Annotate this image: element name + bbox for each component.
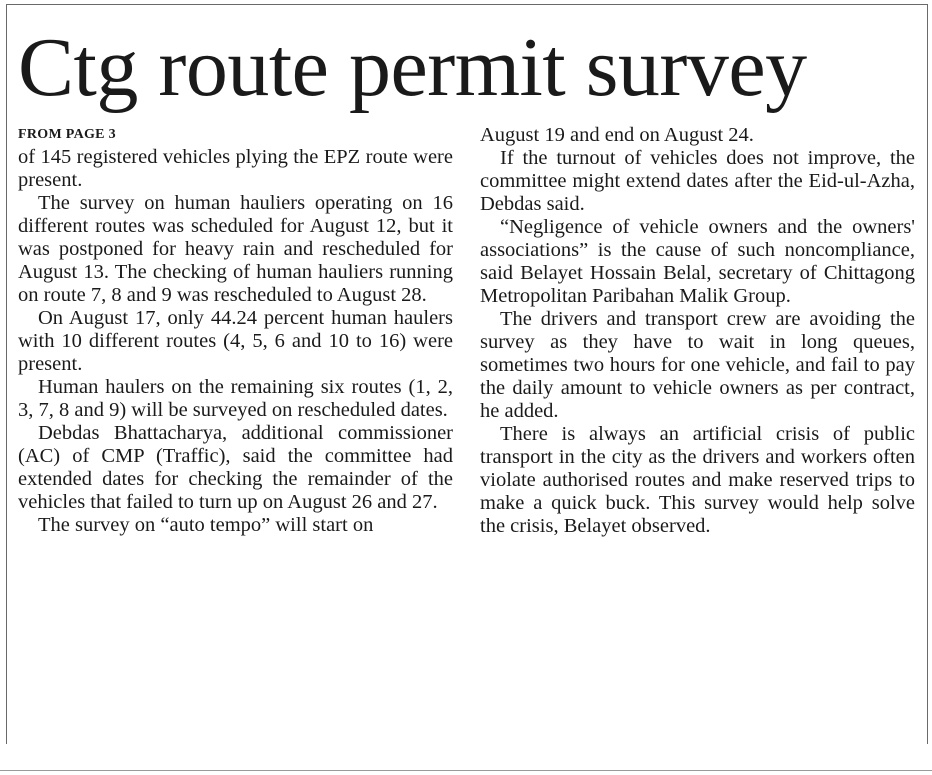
paragraph: If the turnout of vehicles does not improve, the committee might extend dates after the Eid-ul-Azha, Debdas said. (480, 147, 915, 215)
paragraph: August 19 and end on August 24. (480, 124, 754, 146)
continuation-label: FROM PAGE 3 (18, 127, 116, 142)
headline: Ctg route permit survey (18, 21, 807, 114)
right-column (480, 124, 915, 538)
paragraph: of 145 registered vehicles plying the EPZ route were present. (18, 146, 453, 191)
paragraph: There is always an artificial crisis of public transport in the city as the drivers and workers often violate authorised routes and make reserved trips to make a quick buck. This survey would help solve the crisis, Belayet observed. (480, 423, 915, 537)
right-border (927, 4, 928, 744)
paragraph: On August 17, only 44.24 percent human haulers with 10 different routes (4, 5, 6 and 10 to 16) were present. (18, 307, 453, 375)
paragraph: The survey on human hauliers operating on 16 different routes was scheduled for August 12, but it was postponed for heavy rain and rescheduled for August 13. The checking of human hauliers running on route 7, 8 and 9 was rescheduled to August 28. (18, 192, 453, 306)
paragraph: Human haulers on the remaining six routes (1, 2, 3, 7, 8 and 9) will be surveyed on rescheduled dates. (18, 376, 453, 421)
left-column (18, 124, 453, 537)
paragraph: The survey on “auto tempo” will start on (38, 514, 374, 536)
bottom-border (0, 770, 932, 771)
paragraph: The drivers and transport crew are avoiding the survey as they have to wait in long queues, sometimes two hours for one vehicle, and fail to pay the daily amount to vehicle owners as per contract, he added. (480, 308, 915, 422)
paragraph: Debdas Bhattacharya, additional commissioner (AC) of CMP (Traffic), said the committee had extended dates for checking the remainder of the vehicles that failed to turn up on August 26 and 27. (18, 422, 453, 513)
left-border (6, 4, 7, 744)
top-border (6, 4, 928, 5)
paragraph: “Negligence of vehicle owners and the owners' associations” is the cause of such noncompliance, said Belayet Hossain Belal, secretary of Chittagong Metropolitan Paribahan Malik Group. (480, 216, 915, 307)
